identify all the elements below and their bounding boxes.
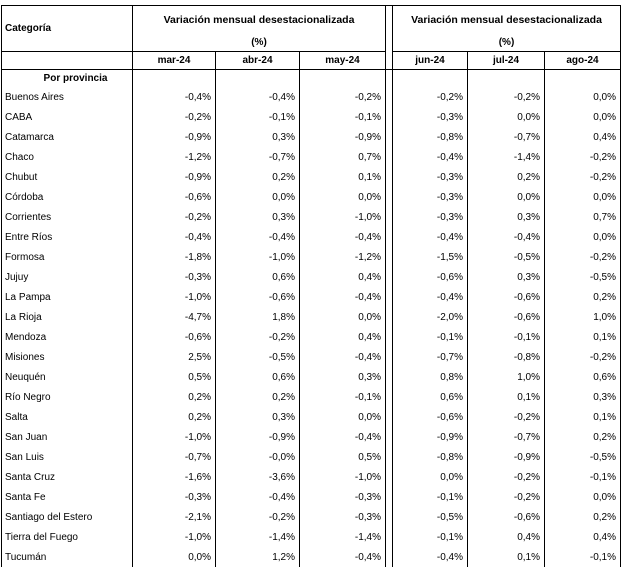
variation-value: -1,0% <box>133 287 216 307</box>
variation-value: -0,9% <box>133 127 216 147</box>
variation-value: -0,2% <box>468 487 545 507</box>
variation-value: -1,0% <box>133 427 216 447</box>
variation-value: -0,1% <box>545 547 621 567</box>
variation-value: 0,1% <box>468 387 545 407</box>
variation-value: 0,0% <box>300 307 386 327</box>
table-row <box>2 427 621 447</box>
variation-value: 0,4% <box>545 127 621 147</box>
variation-value: -1,0% <box>133 527 216 547</box>
variation-value: 0,4% <box>468 527 545 547</box>
variation-value: -0,4% <box>468 227 545 247</box>
province-name: Chaco <box>2 147 133 167</box>
month-header: jun-24 <box>393 52 468 70</box>
variation-value: 0,4% <box>545 527 621 547</box>
variation-value: 0,0% <box>468 107 545 127</box>
variation-value: 0,8% <box>393 367 468 387</box>
variation-value: 0,5% <box>300 447 386 467</box>
variation-value: 0,1% <box>545 407 621 427</box>
variation-value: -0,7% <box>468 427 545 447</box>
table-row <box>2 387 621 407</box>
variation-value: -0,4% <box>133 87 216 107</box>
variation-value: -0,3% <box>393 207 468 227</box>
variation-value: -3,6% <box>216 467 300 487</box>
variation-value: -0,1% <box>393 327 468 347</box>
province-name: Chubut <box>2 167 133 187</box>
variation-value: 1,2% <box>216 547 300 567</box>
variation-value: -0,3% <box>300 487 386 507</box>
variation-value: -0,6% <box>468 307 545 327</box>
provincial-variation-table <box>1 5 621 567</box>
province-name: Salta <box>2 407 133 427</box>
province-name: Córdoba <box>2 187 133 207</box>
variation-value: 0,1% <box>468 547 545 567</box>
month-header: mar-24 <box>133 52 216 70</box>
variation-value: 0,2% <box>545 507 621 527</box>
province-name: Formosa <box>2 247 133 267</box>
table-row <box>2 327 621 347</box>
province-name: Santiago del Estero <box>2 507 133 527</box>
variation-value: -0,4% <box>300 227 386 247</box>
variation-value: -0,1% <box>300 107 386 127</box>
province-name: Mendoza <box>2 327 133 347</box>
variation-value: 0,3% <box>216 207 300 227</box>
province-name: CABA <box>2 107 133 127</box>
variation-value: 0,0% <box>468 187 545 207</box>
variation-value: -0,1% <box>393 487 468 507</box>
variation-value: 0,2% <box>216 387 300 407</box>
variation-value: 0,2% <box>468 167 545 187</box>
variation-value: 1,0% <box>545 307 621 327</box>
month-header: jul-24 <box>468 52 545 70</box>
variation-value: 0,0% <box>545 487 621 507</box>
variation-value: -0,2% <box>468 407 545 427</box>
province-name: Tierra del Fuego <box>2 527 133 547</box>
variation-value: 0,0% <box>545 107 621 127</box>
variation-value: 0,7% <box>300 147 386 167</box>
section-label: Por provincia <box>2 70 133 88</box>
variation-value: 0,0% <box>216 187 300 207</box>
variation-value: -0,6% <box>133 187 216 207</box>
variation-value: -0,1% <box>300 387 386 407</box>
variation-value: -0,4% <box>300 287 386 307</box>
table-row <box>2 247 621 267</box>
table-row <box>2 307 621 327</box>
variation-value: 0,2% <box>133 407 216 427</box>
province-name: Tucumán <box>2 547 133 567</box>
variation-value: -0,6% <box>393 267 468 287</box>
variation-value: 0,5% <box>133 367 216 387</box>
variation-value: -1,8% <box>133 247 216 267</box>
variation-value: 0,3% <box>300 367 386 387</box>
table-row <box>2 187 621 207</box>
variation-value: 0,0% <box>393 467 468 487</box>
variation-value: -0,4% <box>216 227 300 247</box>
table-row <box>2 107 621 127</box>
variation-value: -0,4% <box>393 227 468 247</box>
variation-value: 0,7% <box>545 207 621 227</box>
group-left-title: Variación mensual desestacionalizada <box>133 6 386 35</box>
province-name: Santa Fe <box>2 487 133 507</box>
variation-value: -0,1% <box>393 527 468 547</box>
variation-value: -1,0% <box>300 207 386 227</box>
variation-value: -4,7% <box>133 307 216 327</box>
variation-value: -1,2% <box>300 247 386 267</box>
variation-value: 0,3% <box>468 207 545 227</box>
variation-value: 0,4% <box>300 267 386 287</box>
variation-value: -0,6% <box>133 327 216 347</box>
variation-value: -0,5% <box>393 507 468 527</box>
variation-value: -1,4% <box>300 527 386 547</box>
variation-value: -0,4% <box>216 487 300 507</box>
variation-value: -1,0% <box>216 247 300 267</box>
variation-value: -0,0% <box>216 447 300 467</box>
variation-value: -0,4% <box>300 547 386 567</box>
province-name: Buenos Aires <box>2 87 133 107</box>
variation-value: -2,1% <box>133 507 216 527</box>
variation-value: -0,2% <box>545 247 621 267</box>
group-right-unit: (%) <box>393 34 621 52</box>
variation-value: -0,2% <box>133 107 216 127</box>
variation-value: -0,5% <box>216 347 300 367</box>
category-header: Categoría <box>2 6 133 52</box>
table-row <box>2 547 621 567</box>
variation-value: -0,4% <box>133 227 216 247</box>
table-row <box>2 527 621 547</box>
variation-value: -0,2% <box>468 467 545 487</box>
table-row <box>2 147 621 167</box>
variation-value: -0,6% <box>216 287 300 307</box>
variation-value: 0,0% <box>300 407 386 427</box>
group-gap <box>386 6 393 35</box>
variation-value: -0,3% <box>393 187 468 207</box>
variation-value: 0,6% <box>216 367 300 387</box>
variation-value: -1,2% <box>133 147 216 167</box>
variation-value: -0,4% <box>393 147 468 167</box>
variation-value: 0,3% <box>468 267 545 287</box>
table-row <box>2 367 621 387</box>
variation-value: -0,1% <box>545 467 621 487</box>
variation-value: -0,1% <box>468 327 545 347</box>
month-header: ago-24 <box>545 52 621 70</box>
variation-value: -1,4% <box>468 147 545 167</box>
variation-value: -0,2% <box>545 147 621 167</box>
province-name: San Luis <box>2 447 133 467</box>
variation-value: -0,5% <box>545 267 621 287</box>
variation-value: -0,3% <box>133 267 216 287</box>
variation-value: 0,0% <box>545 87 621 107</box>
variation-value: -0,4% <box>300 347 386 367</box>
variation-value: -0,9% <box>216 427 300 447</box>
variation-value: -0,8% <box>393 447 468 467</box>
variation-value: -0,9% <box>468 447 545 467</box>
variation-value: -0,3% <box>300 507 386 527</box>
variation-value: 0,3% <box>216 407 300 427</box>
variation-value: 0,3% <box>545 387 621 407</box>
variation-value: -1,6% <box>133 467 216 487</box>
variation-value: 0,2% <box>545 427 621 447</box>
variation-value: 0,3% <box>216 127 300 147</box>
variation-value: -0,2% <box>468 87 545 107</box>
variation-value: -0,2% <box>216 507 300 527</box>
variation-value: -0,6% <box>468 507 545 527</box>
variation-value: 2,5% <box>133 347 216 367</box>
table-row <box>2 267 621 287</box>
province-name: La Rioja <box>2 307 133 327</box>
table-row <box>2 207 621 227</box>
variation-value: -0,3% <box>133 487 216 507</box>
variation-value: -0,7% <box>133 447 216 467</box>
variation-value: -1,0% <box>300 467 386 487</box>
variation-value: 0,6% <box>545 367 621 387</box>
table-row <box>2 287 621 307</box>
variation-value: 0,2% <box>545 287 621 307</box>
province-name: San Juan <box>2 427 133 447</box>
variation-value: 0,0% <box>545 227 621 247</box>
table-row <box>2 227 621 247</box>
table-row <box>2 347 621 367</box>
table-row <box>2 507 621 527</box>
variation-value: -0,7% <box>216 147 300 167</box>
variation-value: 0,0% <box>300 187 386 207</box>
month-header: abr-24 <box>216 52 300 70</box>
variation-value: 0,2% <box>216 167 300 187</box>
table-row <box>2 127 621 147</box>
variation-value: -0,4% <box>393 287 468 307</box>
group-left-unit: (%) <box>133 34 386 52</box>
variation-value: 0,2% <box>133 387 216 407</box>
variation-value: 0,1% <box>300 167 386 187</box>
province-name: Jujuy <box>2 267 133 287</box>
variation-value: -0,4% <box>216 87 300 107</box>
variation-value: -0,1% <box>216 107 300 127</box>
table-row <box>2 87 621 107</box>
province-name: Catamarca <box>2 127 133 147</box>
variation-value: 0,0% <box>545 187 621 207</box>
table-row <box>2 467 621 487</box>
variation-value: 0,6% <box>393 387 468 407</box>
variation-value: -0,2% <box>545 347 621 367</box>
variation-value: -0,2% <box>133 207 216 227</box>
variation-value: -1,5% <box>393 247 468 267</box>
table-row <box>2 447 621 467</box>
province-name: Río Negro <box>2 387 133 407</box>
variation-value: -0,7% <box>393 347 468 367</box>
variation-value: 1,8% <box>216 307 300 327</box>
province-name: Misiones <box>2 347 133 367</box>
variation-value: -0,8% <box>393 127 468 147</box>
variation-value: -0,9% <box>393 427 468 447</box>
variation-value: -0,3% <box>393 107 468 127</box>
variation-value: 0,6% <box>216 267 300 287</box>
province-name: Santa Cruz <box>2 467 133 487</box>
variation-value: -0,6% <box>393 407 468 427</box>
table-row <box>2 407 621 427</box>
variation-value: -0,9% <box>300 127 386 147</box>
variation-value: 0,4% <box>300 327 386 347</box>
variation-value: -0,9% <box>133 167 216 187</box>
variation-value: -0,2% <box>393 87 468 107</box>
variation-value: 1,0% <box>468 367 545 387</box>
variation-value: 0,1% <box>545 327 621 347</box>
variation-value: -0,5% <box>545 447 621 467</box>
variation-value: -0,5% <box>468 247 545 267</box>
variation-value: -0,6% <box>468 287 545 307</box>
table-row <box>2 487 621 507</box>
variation-value: -1,4% <box>216 527 300 547</box>
variation-value: -0,4% <box>300 427 386 447</box>
variation-value: -0,8% <box>468 347 545 367</box>
province-name: Corrientes <box>2 207 133 227</box>
variation-value: 0,0% <box>133 547 216 567</box>
province-name: Neuquén <box>2 367 133 387</box>
month-header: may-24 <box>300 52 386 70</box>
variation-value: -0,7% <box>468 127 545 147</box>
variation-value: -2,0% <box>393 307 468 327</box>
variation-value: -0,3% <box>393 167 468 187</box>
variation-value: -0,2% <box>545 167 621 187</box>
variation-value: -0,2% <box>300 87 386 107</box>
table-row <box>2 167 621 187</box>
province-name: La Pampa <box>2 287 133 307</box>
group-right-title: Variación mensual desestacionalizada <box>393 6 621 35</box>
variation-value: -0,2% <box>216 327 300 347</box>
province-name: Entre Ríos <box>2 227 133 247</box>
variation-value: -0,4% <box>393 547 468 567</box>
